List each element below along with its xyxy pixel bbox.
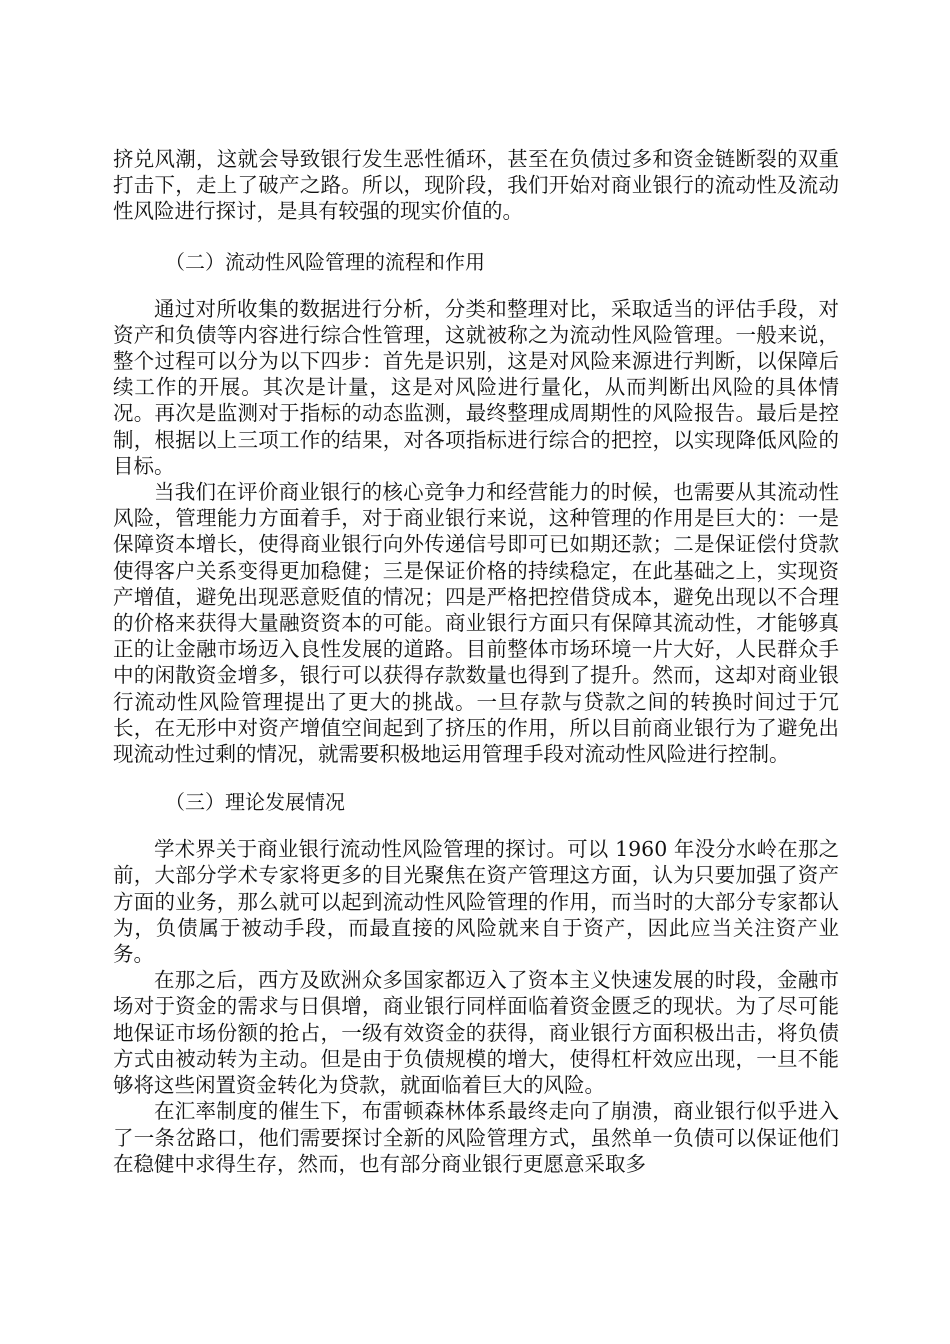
spacer xyxy=(113,815,839,836)
section-3-paragraph-2: 在那之后，西方及欧洲众多国家都迈入了资本主义快速发展的时段，金融市场对于资金的需求与日俱增，商业银行同样面临着资金匮乏的现状。为了尽可能地保证市场份额的抢占，一级有效资金的获得，商业银行方面积极出击，将负债方式由被动转为主动。但是由于负债规模的增大，使得杠杆效应出现，一旦不能够将这些闲置资金转化为贷款，就面临着巨大的风险。 xyxy=(113,968,839,1098)
section-heading-3: （三）理论发展情况 xyxy=(165,790,345,815)
section-2-paragraph-2: 当我们在评价商业银行的核心竞争力和经营能力的时候，也需要从其流动性风险，管理能力方面着手，对于商业银行来说，这种管理的作用是巨大的：一是保障资本增长，使得商业银行向外传递信号即可已如期还款；二是保证偿付贷款使得客户关系变得更加稳健；三是保证价格的持续稳定，在此基础之上，实现资产增值，避免出现恶意贬值的情况；四是严格把控借贷成本，避免出现以不合理的价格来获得大量融资资本的可能。商业银行方面只有保障其流动性，才能够真正的让金融市场迈入良性发展的道路。目前整体市场环境一片大好，人民群众手中的闲散资金增多，银行可以获得存款数量也得到了提升。然而，这却对商业银行流动性风险管理提出了更大的挑战。一旦存款与贷款之间的转换时间过于冗长，在无形中对资产增值空间起到了挤压的作用，所以目前商业银行为了避免出现流动性过剩的情况，就需要积极地运用管理手段对流动性风险进行控制。 xyxy=(113,480,839,767)
spacer xyxy=(113,275,839,296)
spacer xyxy=(113,767,839,789)
spacer xyxy=(113,225,839,249)
intro-paragraph: 挤兑风潮，这就会导致银行发生恶性循环，甚至在负债过多和资金链断裂的双重打击下，走上了破产之路。所以，现阶段，我们开始对商业银行的流动性及流动性风险进行探讨，是具有较强的现实价值的。 xyxy=(113,147,839,224)
section-3-paragraph-3: 在汇率制度的催生下，布雷顿森林体系最终走向了崩溃，商业银行似乎进入了一条岔路口，他们需要探讨全新的风险管理方式，虽然单一负债可以保证他们在稳健中求得生存，然而，也有部分商业银行更愿意采取多 xyxy=(113,1099,839,1176)
section-heading-2: （二）流动性风险管理的流程和作用 xyxy=(165,249,485,274)
section-2-paragraph-1: 通过对所收集的数据进行分析，分类和整理对比，采取适当的评估手段，对资产和负债等内容进行综合性管理，这就被称之为流动性风险管理。一般来说，整个过程可以分为以下四步：首先是识别，这是对风险来源进行判断，以保障后续工作的开展。其次是计量，这是对风险进行量化，从而判断出风险的具体情况。再次是监测对于指标的动态监测，最终整理成周期性的风险报告。最后是控制，根据以上三项工作的结果，对各项指标进行综合的把控，以实现降低风险的目标。 xyxy=(113,296,839,478)
section-3-paragraph-1: 学术界关于商业银行流动性风险管理的探讨。可以 1960 年没分水岭在那之前，大部分学术专家将更多的目光聚焦在资产管理这方面，认为只要加强了资产方面的业务，那么就可以起到流动性风险管理的作用，而当时的大部分专家都认为，负债属于被动手段，而最直接的风险就来自于资产，因此应当关注资产业务。 xyxy=(113,837,839,967)
document-page xyxy=(113,146,839,1177)
